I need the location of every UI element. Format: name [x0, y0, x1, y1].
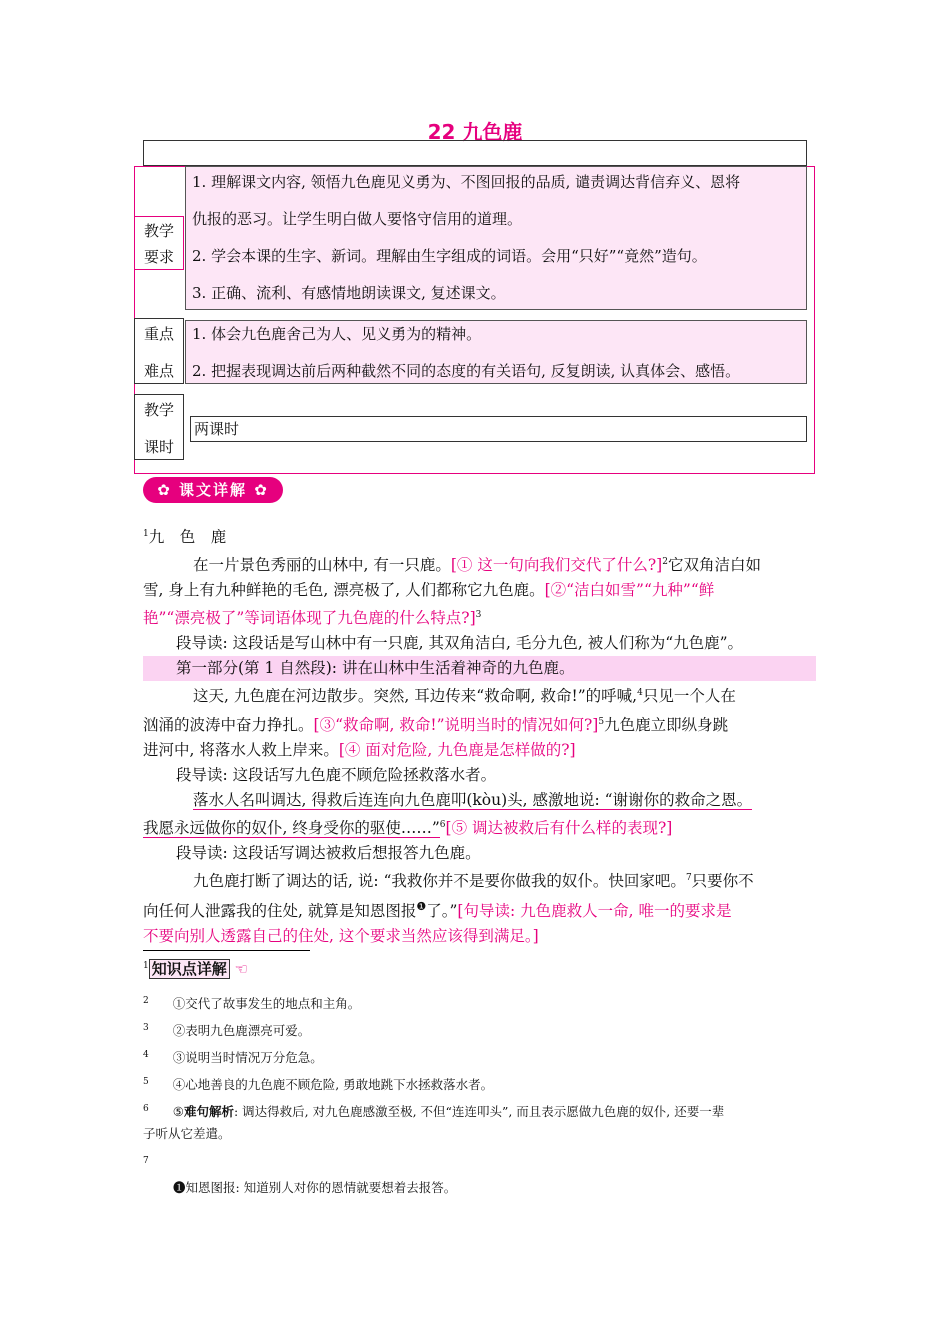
lesson-text [143, 522, 823, 949]
footnote-1-icon: ❶ [173, 1180, 186, 1196]
keys-text [192, 316, 812, 390]
footnotes-list [143, 990, 813, 1199]
footnote-item: 子听从它差遣。 [143, 1126, 231, 1142]
paragraph-1-line: 在一片景色秀丽的山林中, 有一只鹿。[① 这一句向我们交代了什么?]$^2$它双角洁白如 [193, 556, 761, 575]
guide-2: 段导读: 这段话写九色鹿不顾危险拯救落水者。 [176, 765, 497, 784]
footnote-item: ❶知恩图报: 知道别人对你的恩情就要想着去报答。 [173, 1180, 457, 1196]
paragraph-1-line: 雪, 身上有九种鲜艳的毛色, 漂亮极了, 人们都称它九色鹿。[②“洁白如雪”“九种”“鲜 [143, 581, 715, 600]
footnote-item: 7 [143, 1156, 149, 1167]
footnote-item: $^4$ ③说明当时情况万分危急。 [143, 1050, 323, 1066]
paragraph-4-line: 不要向别人透露自己的住处, 这个要求当然应该得到满足。] [143, 927, 539, 946]
goal-line: 3. 正确、流利、有感情地朗读课文, 复述课文。 [192, 284, 506, 302]
goal-line: 2. 学会本课的生字、新词。理解由生字组成的词语。会用“只好”“竟然”造句。 [192, 247, 707, 265]
hours-label: 教学 课时 [143, 401, 174, 456]
goals-text [192, 164, 812, 312]
key-line: 2. 把握表现调达前后两种截然不同的态度的有关语句, 反复朗读, 认真体会、感悟。 [192, 362, 741, 380]
hours-value: 两课时 [194, 420, 240, 438]
paragraph-1-line: 艳”“漂亮极了”等词语体现了九色鹿的什么特点?]$^3$ [143, 609, 482, 628]
paragraph-2-line: 进河中, 将落水人救上岸来。[④ 面对危险, 九色鹿是怎样做的?] [143, 740, 576, 759]
footnote-item: $^6$ ⑤难句解析: 调达得救后, 对九色鹿感激至极, 不但“连连叩头”, 而且表示愿做九色鹿的奴仆, 还要一辈 [143, 1104, 725, 1120]
footnote-title: 知识点详解 [149, 959, 230, 979]
guide-1: 段导读: 这段话是写山林中有一只鹿, 其双角洁白, 毛分九色, 被人们称为“九色鹿”。 [176, 634, 744, 653]
hours-cell [190, 416, 807, 442]
section-banner: ✿ 课文详解 ✿ [143, 477, 283, 503]
goal-line: 1. 理解课文内容, 领悟九色鹿见义勇为、不图回报的品质, 谴责调达背信弃义、恩将 [192, 173, 741, 191]
footnote-1-icon: ❶ [416, 900, 427, 914]
page-title: 22 九色鹿 [427, 120, 523, 144]
footnote-item: $^3$ ②表明九色鹿漂亮可爱。 [143, 1023, 311, 1039]
footnote-title-row: $^1$ 知识点详解 ☜ [143, 960, 248, 978]
footnote-item: $^2$ ①交代了故事发生的地点和主角。 [143, 996, 361, 1012]
paragraph-3-line: 我愿永远做你的奴仆, 终身受你的驱使……”$^6$[⑤ 调达被救后有什么样的表现?] [143, 818, 673, 837]
pointing-hand-icon: ☜ [229, 960, 248, 978]
footnote-divider [143, 950, 310, 951]
paragraph-2-line: 汹涌的波涛中奋力挣扎。[③“救命啊, 救命!”说明当时的情况如何?]$^5$九色鹿立即纵身跳 [143, 715, 729, 734]
paragraph-2-line: 这天, 九色鹿在河边散步。突然, 耳边传来“救命啊, 救命!”的呼喊,$^4$只见一个人在 [193, 687, 736, 706]
text-heading: $^1$九 色 鹿 [143, 528, 227, 547]
goal-line: 仇报的恶习。让学生明白做人要恪守信用的道理。 [192, 210, 523, 228]
key-line: 1. 体会九色鹿舍己为人、见义勇为的精神。 [192, 325, 482, 343]
goal-label: 教学 要求 [143, 222, 174, 266]
table-header-bar [143, 140, 807, 166]
footnote-item: $^5$ ④心地善良的九色鹿不顾危险, 勇敢地跳下水拯救落水者。 [143, 1077, 494, 1093]
paragraph-4-line: 向任何人泄露我的住处, 就算是知恩图报$^❶$了。”[句导读: 九色鹿救人一命, 唯一的要求是 [143, 900, 732, 921]
guide-3: 段导读: 这段话写调达被救后想报答九色鹿。 [176, 843, 481, 862]
paragraph-3-line: 落水人名叫调达, 得救后连连向九色鹿叩(kòu)头, 感激地说: “谢谢你的救命之恩。 [193, 790, 753, 809]
key-label: 重点 难点 [143, 325, 174, 380]
paragraph-4-line: 九色鹿打断了调达的话, 说: “我救你并不是要你做我的奴仆。快回家吧。$^7$只要你不 [193, 872, 754, 891]
part-1-summary: 第一部分(第 1 自然段): 讲在山林中生活着神奇的九色鹿。 [143, 656, 816, 681]
